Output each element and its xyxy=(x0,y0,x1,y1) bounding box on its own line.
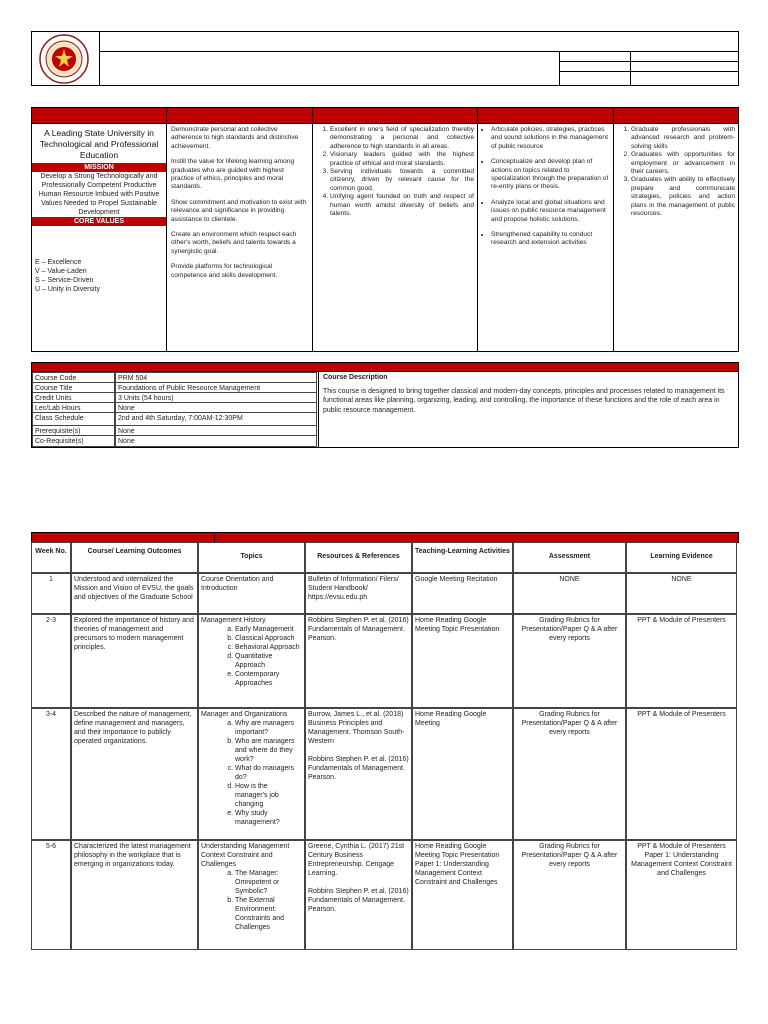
activities-cell: Home Reading Google Meeting Topic Presentation xyxy=(412,614,513,708)
field-value: None xyxy=(115,402,317,413)
goal-item: Create an environment which respect each other's worth, beliefs and talents towards a synergistic goal. xyxy=(171,231,297,255)
outcome-cell: Explored the importance of history and theories of management and precursors to modern management principles. xyxy=(71,614,198,708)
activities-cell: Home Reading Google Meeting xyxy=(412,708,513,840)
mission-label: MISSION xyxy=(32,163,166,172)
goal-item: Instill the value for lifelong learning among graduates who are guided with highest practice of ethics, principles and moral standards. xyxy=(171,158,295,191)
core-value-e: E – Excellence xyxy=(35,259,82,266)
topic-title: Course Orientation and Introduction xyxy=(201,576,274,592)
course-description xyxy=(318,372,738,447)
program-objectives-column xyxy=(614,124,738,351)
vmgo-table xyxy=(31,123,739,352)
program-objective: 3. Graduates with ability to effectively prepare and communicate strategies, policies and action plans in the management of public resources. xyxy=(631,176,735,218)
vmgo-header-bar xyxy=(31,107,739,124)
institutional-outcome: 1. Excellent in one's field of specialization thereby demonstrating a personal and collective adherence to high standards in all areas. xyxy=(330,126,474,151)
assessment-cell: Grading Rubrics for Presentation/Paper Q & A after every reports xyxy=(513,840,626,950)
week-cell: 5-6 xyxy=(31,840,71,950)
institutional-outcomes-column xyxy=(313,124,478,351)
outcome-cell: Understood and internalized the Mission and Vision of EVSU, the goals and objectives of the Graduate School xyxy=(71,573,198,614)
document-header xyxy=(31,31,739,86)
field-label: Course Code xyxy=(32,372,115,383)
evidence-cell: PPT & Module of Presenters xyxy=(626,614,737,708)
learning-plan-table xyxy=(31,542,737,950)
vision-text: A Leading State University in Technological and Professional Education xyxy=(39,128,159,160)
topic-cell xyxy=(198,614,305,708)
subtopic: d. Quantitative Approach xyxy=(235,652,302,670)
resources-cell: Greene, Cynthia L. (2017) 21st Century Business Entrepreneurship. Cengage Learning. Robbins Stephen P. et al. (2016) Fundamentals of Management. Pearson. xyxy=(305,840,412,950)
resources-cell: Bulletin of Information/ Filers/ Student Handbook/ https://evsu.edu.ph xyxy=(305,573,412,614)
column-header: Teaching-Learning Activities xyxy=(412,542,513,573)
evidence-cell: PPT & Module of Presenters xyxy=(626,708,737,840)
resources-cell: Burrow, James L., et al. (2018) Business Principles and Management. Thomson South-Western Robbins Stephen P. et al. (2016) Fundamentals of Management. Pearson. xyxy=(305,708,412,840)
vision-mission-column xyxy=(32,124,167,351)
core-values-list xyxy=(32,226,166,294)
program-outcome: • Conceptualize and develop plan of actions on topics related to specialization through the preparation of re-entry plans or thesis. xyxy=(491,158,610,192)
program-outcome: • Analyze local and global situations and issues on public resource management and propose holistic solutions. xyxy=(491,199,610,224)
subtopic: a. The Manager: Omnipotent or Symbolic? xyxy=(235,869,302,896)
course-description-title: Course Description xyxy=(323,374,388,381)
goal-item: Demonstrate personal and collective adherence to high standards and distinctive achievement. xyxy=(171,126,299,150)
week-cell: 3-4 xyxy=(31,708,71,840)
field-label: Credit Units xyxy=(32,392,115,403)
field-label: Lec/Lab Hours xyxy=(32,402,115,413)
subtopic: b. Who are managers and where do they work? xyxy=(235,737,302,764)
institutional-outcome: 3. Serving individuals towards a committed citizenry, driven by relevant cause for the common good. xyxy=(330,168,474,193)
topic-cell xyxy=(198,708,305,840)
core-values-label: CORE VALUES xyxy=(32,217,166,226)
core-value-u: U – Unity in Diversity xyxy=(35,286,100,293)
subtopic: b. The External Environment: Constraints and Challenges xyxy=(235,896,302,932)
week-cell: 2-3 xyxy=(31,614,71,708)
institutional-outcome: 2. Visionary leaders guided with the highest practice of ethical and moral standards. xyxy=(330,151,474,168)
column-header: Resources & References xyxy=(305,542,412,573)
activities-cell: Google Meeting Recitation xyxy=(412,573,513,614)
topic-title: Understanding Management Context Constraint and Challenges xyxy=(201,843,290,868)
program-objective: 1. Graduate professionals with advanced research and problem-solving skills xyxy=(631,126,735,151)
field-value: 3 Units (54 hours) xyxy=(115,392,317,403)
field-value: None xyxy=(115,425,317,436)
assessment-cell: Grading Rubrics for Presentation/Paper Q & A after every reports xyxy=(513,614,626,708)
course-description-text: This course is designed to bring together classical and modern-day concepts, principles and processes related to management its functional areas like planning, organizing, leading, and controlling, the importance of these functions and the role of each area in public resource management. xyxy=(323,388,725,414)
field-value: None xyxy=(115,435,317,447)
topic-title: Manager and Organizations xyxy=(201,711,288,718)
program-outcome: • Strengthened capability to conduct research and extension activities xyxy=(491,231,610,248)
goal-item: Provide platforms for technological competence and skills development. xyxy=(171,263,278,279)
evidence-cell: PPT & Module of Presenters Paper 1: Understanding Management Context Constraint and Challenges xyxy=(626,840,737,950)
resources-cell: Robbins Stephen P. et al. (2016) Fundamentals of Management. Pearson. xyxy=(305,614,412,708)
subtopic: c. Behavioral Approach xyxy=(235,643,302,652)
course-info-table xyxy=(31,371,739,448)
field-label: Course Title xyxy=(32,382,115,393)
subtopic: a. Why are managers important? xyxy=(235,719,302,737)
topic-title: Management History xyxy=(201,617,266,624)
column-header: Week No. xyxy=(31,542,71,573)
outcome-cell: Characterized the latest management philosophy in the workplace that is emerging in organizations today. xyxy=(71,840,198,950)
week-cell: 1 xyxy=(31,573,71,614)
subtopic: d. How is the manager's job changing xyxy=(235,782,302,809)
subtopic: c. What do managers do? xyxy=(235,764,302,782)
column-header: Assessment xyxy=(513,542,626,573)
program-outcomes-column xyxy=(478,124,614,351)
core-value-s: S – Service-Driven xyxy=(35,277,94,284)
field-label: Class Schedule xyxy=(32,412,115,426)
field-value: 2nd and 4th Saturday, 7:00AM-12:30PM xyxy=(115,412,317,426)
core-value-v: V – Value-Laden xyxy=(35,268,87,275)
field-label: Prerequisite(s) xyxy=(32,425,115,436)
assessment-cell: NONE xyxy=(513,573,626,614)
goals-column xyxy=(167,124,313,351)
column-header: Topics xyxy=(198,542,305,573)
program-outcome: • Articulate policies, strategies, practices and sound solutions in the management of public resource xyxy=(491,126,610,151)
column-header: Learning Evidence xyxy=(626,542,737,573)
institutional-outcome: 4. Unifying agent founded on truth and respect of human worth amidst diversity of beliefs and talents. xyxy=(330,193,474,218)
outcome-cell: Described the nature of management, define management and managers, and their importance to publicly operated organizations. xyxy=(71,708,198,840)
field-label: Co-Requisite(s) xyxy=(32,435,115,447)
university-logo xyxy=(39,34,89,84)
goal-item: Show commitment and motivation to exist with relevance and significance in providing assistance to clientele. xyxy=(171,198,307,223)
subtopic: a. Early Management xyxy=(235,625,302,634)
activities-cell: Home Reading Google Meeting Topic Presentation Paper 1: Understanding Management Context Constraint and Challenges xyxy=(412,840,513,950)
evidence-cell: NONE xyxy=(626,573,737,614)
topic-cell xyxy=(198,573,305,614)
field-value: Foundations of Public Resource Management xyxy=(115,382,317,393)
assessment-cell: Grading Rubrics for Presentation/Paper Q & A after every reports xyxy=(513,708,626,840)
program-objective: 2. Graduates with opportunities for employment or advancement in their careers. xyxy=(631,151,735,176)
course-info-fields xyxy=(32,372,317,447)
subtopic: b. Classical Approach xyxy=(235,634,302,643)
column-header: Course/ Learning Outcomes xyxy=(71,542,198,573)
mission-text: Develop a Strong Technologically and Professionally Competent Productive Human Resource Imbued with Positive Values Needed to Propel Sustainable Development xyxy=(38,173,160,216)
subtopic: e. Contemporary Approaches xyxy=(235,670,302,688)
field-value: PRM 504 xyxy=(115,372,317,383)
subtopic: e. Why study management? xyxy=(235,809,302,827)
topic-cell xyxy=(198,840,305,950)
